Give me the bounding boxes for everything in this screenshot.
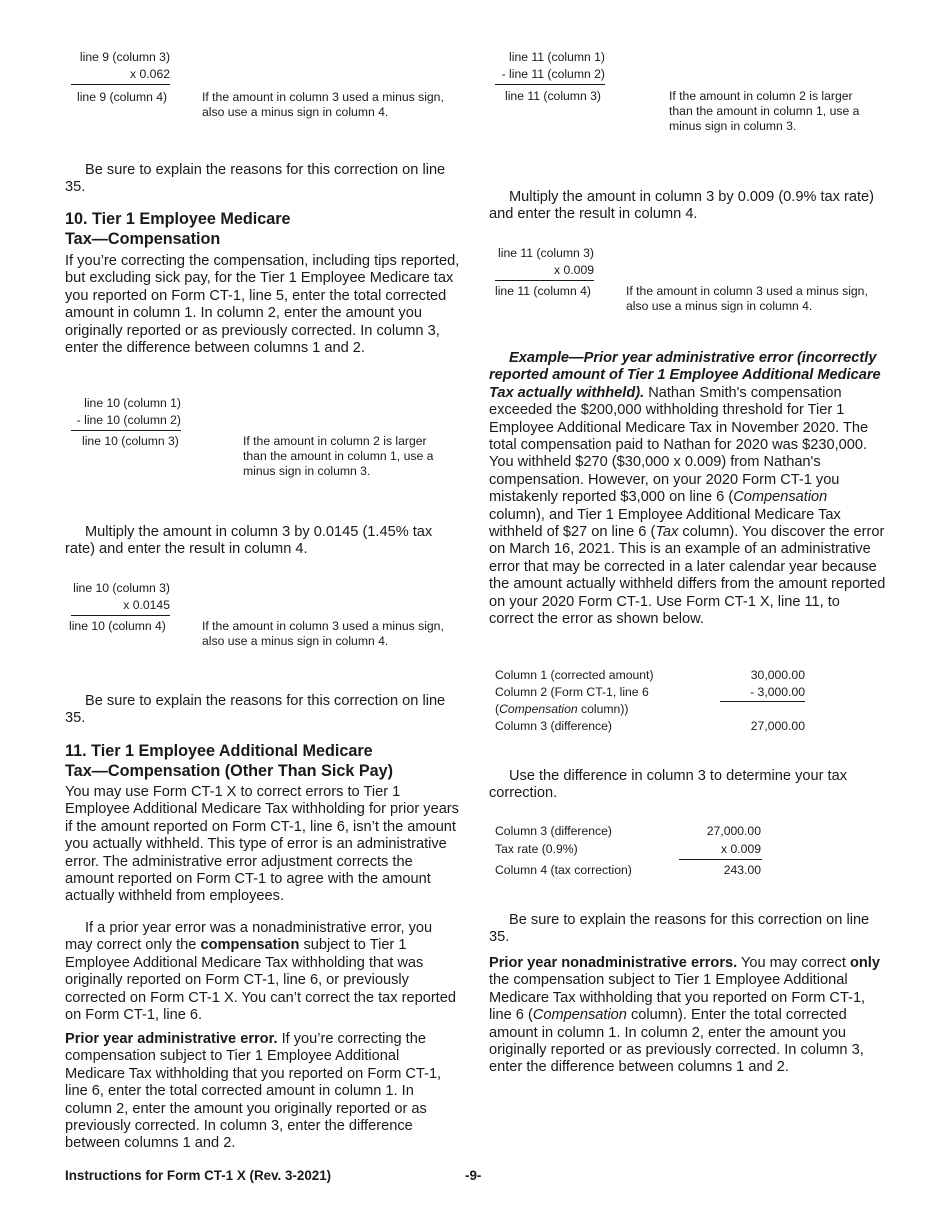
example-italic-1: Compensation [733, 489, 828, 506]
table2-row2-value: x 0.009 [721, 842, 761, 856]
calc-line9-result: line 9 (column 4) [77, 90, 168, 104]
example-italic-2: Tax [655, 524, 679, 541]
calc-line11-note: If the amount in column 2 is larger than the amount in column 1, use a minus sign in column 3. [669, 89, 860, 133]
calc-line11b-result: line 11 (column 4) [495, 284, 591, 298]
table2-row1-value: 27,000.00 [706, 824, 761, 838]
tax-correction-table [489, 824, 887, 884]
calc-line11-col3: line 11 (column 3) [505, 89, 601, 103]
table2-row2-label: Tax rate (0.9%) [495, 842, 578, 856]
calc-line11-tax [489, 246, 887, 316]
table1-row2-italic: Compensation [499, 702, 578, 716]
calc-line10b-operand: line 10 (column 3) [73, 581, 170, 595]
table1-row2-cont-text: column)) [577, 702, 629, 716]
para11b-bold: compensation [200, 937, 300, 954]
para11b-text-1: If a prior year error was a nonadministrative error, you may correct only the [65, 920, 433, 954]
calc-line11-col1: line 11 (column 1) [509, 50, 605, 64]
para11c-bold: Prior year administrative error. [65, 1031, 278, 1047]
calc-line10-col3: line 10 (column 3) [82, 434, 179, 448]
footer-title: Instructions for Form CT-1 X (Rev. 3-2021) [65, 1168, 332, 1183]
calc-line11b-note: If the amount in column 3 used a minus sign, also use a minus sign in column 4. [626, 284, 868, 313]
table1-row2-label: Column 2 (Form CT-1, line 6 [495, 685, 649, 699]
explain-paragraph-3: Be sure to explain the reasons for this correction on line 35. [489, 912, 870, 946]
calc-line10-col1: line 10 (column 1) [84, 396, 181, 410]
calc-line10-col2: - line 10 (column 2) [76, 413, 181, 427]
calc-line9 [65, 50, 463, 120]
section-11-heading-line2: Tax—Compensation (Other Than Sick Pay) [65, 762, 394, 780]
example-text-2: column), and Tier 1 Employee Additional Medicare Tax withheld of $27 on line 6 ( [489, 506, 841, 541]
calc-line10-rule [71, 430, 181, 431]
table2-row1-label: Column 3 (difference) [495, 824, 612, 838]
section-11-paragraph-a: You may use Form CT-1 X to correct errors to Tier 1 Employee Additional Medicare Tax withholding for prior years if the amount reported on Form CT-1, line 6, isn’t the amount you actually withheld. This type of error is an administrative error. The administrative error adjustment corrects the amount reported on Form CT-1 to agree with the amount actually withheld from employees. [65, 784, 459, 905]
calc-line10b-multiplier: x 0.0145 [123, 598, 170, 612]
table2-row3-label: Column 4 (tax correction) [495, 863, 632, 877]
section-11-paragraph-c [65, 1031, 463, 1153]
nonadmin-bold: Prior year nonadministrative errors. [489, 955, 738, 971]
calc-line9-operand: line 9 (column 3) [79, 50, 170, 64]
calc-line10-note: If the amount in column 2 is larger than the amount in column 1, use a minus sign in column 3. [243, 434, 434, 478]
use-difference-paragraph: Use the difference in column 3 to determine your tax correction. [489, 768, 848, 802]
table2-row3-value: 243.00 [723, 863, 761, 877]
calc-line11b-multiplier: x 0.009 [554, 263, 594, 277]
calc-line10b-result: line 10 (column 4) [69, 619, 166, 633]
table1-row2-value: - 3,000.00 [750, 685, 805, 699]
section-10-heading [65, 209, 463, 249]
table2-rule [679, 859, 762, 860]
section-10-heading-line2: Tax—Compensation [65, 230, 221, 248]
example-text-1: Nathan Smith's compensation exceeded the $200,000 withholding threshold for Tier 1 Employee Additional Medicare Tax in November 2020. The total compensation paid to Nathan for 2020 was $230,000. You withheld $270 ($30,000 x 0.009) from Nathan's compensation. However, on your 2020 Form CT-1 you mistakenly reported $3,000 on line 6 ( [489, 384, 869, 506]
page-number: -9- [465, 1168, 482, 1183]
calc-line11b-operand: line 11 (column 3) [498, 246, 594, 260]
example-text-3: column). You discover the error on March 16, 2021. This is an example of an administrative error that may be corrected in a later calendar year because the amount actually withheld differs from the amount reported on your 2020 Form CT-1. Use Form CT-1 X, line 11, to correct the error as shown below. [489, 524, 886, 628]
nonadmin-text-3: column). Enter the total corrected amount in column 1. In column 2, enter the amount you originally reported or as previously corrected. In column 3, enter the difference between columns 1 and 2. [489, 1007, 864, 1076]
calc-line10-tax [65, 581, 463, 651]
calc-line10b-note: If the amount in column 3 used a minus sign, also use a minus sign in column 4. [202, 619, 444, 648]
section-11-paragraph-b [65, 920, 463, 1024]
section-10-paragraph: If you’re correcting the compensation, including tips reported, but excluding sick pay, for the Tier 1 Employee Medicare tax you reported on Form CT-1, line 5, enter the total corrected amount in column 1. In column 2, enter the amount you originally reported or as previously corrected. In column 3, enter the difference between columns 1 and 2. [65, 253, 460, 357]
example-title: Example—Prior year administrative error (incorrectly reported amount of Tier 1 Employee Additional Medicare Tax actually withheld). [489, 350, 881, 401]
section-11-heading [65, 741, 463, 781]
table1-rule [720, 701, 805, 702]
calc-line10b-rule [71, 615, 170, 616]
example-paragraph [489, 350, 887, 629]
calc-line11-difference [489, 50, 887, 140]
section-11-heading-line1: 11. Tier 1 Employee Additional Medicare [65, 742, 373, 760]
calc-line11-rule [495, 84, 605, 85]
nonadmin-text-1: You may correct [737, 955, 850, 971]
nonadmin-italic: Compensation [532, 1007, 627, 1024]
correction-table [489, 668, 887, 738]
para11b-text-2: subject to Tier 1 Employee Additional Medicare Tax withholding that was originally reported on Form CT-1, line 6, or previously corrected on Form CT-1 X. You can’t correct the tax reported on Form CT-1, line 6. [65, 937, 456, 1024]
section-10-heading-line1: 10. Tier 1 Employee Medicare [65, 210, 291, 228]
explain-paragraph-1: Be sure to explain the reasons for this correction on line 35. [65, 162, 446, 196]
nonadmin-paragraph [489, 955, 887, 1077]
multiply-paragraph-11: Multiply the amount in column 3 by 0.009 (0.9% tax rate) and enter the result in column 4. [489, 189, 875, 223]
calc-line9-multiplier: x 0.062 [130, 67, 170, 81]
nonadmin-only: only [849, 955, 880, 971]
table1-row3-value: 27,000.00 [750, 719, 805, 733]
calc-line10-difference [65, 396, 463, 486]
table1-row3-label: Column 3 (difference) [495, 719, 612, 733]
table1-row2-label-cont: (Compensation column)) [495, 702, 629, 716]
para11c-text: If you’re correcting the compensation subject to Tier 1 Employee Additional Medicare Tax withholding that you reported on Form CT-1, line 6, enter the total corrected amount in column 1. In column 2, enter the amount you originally reported or as previously corrected. In column 3, enter the difference between columns 1 and 2. [65, 1031, 442, 1152]
calc-line9-note: If the amount in column 3 used a minus sign, also use a minus sign in column 4. [202, 90, 444, 119]
table1-row1-value: 30,000.00 [750, 668, 805, 682]
calc-line9-rule [71, 84, 170, 85]
calc-line11-col2: - line 11 (column 2) [501, 67, 605, 81]
nonadmin-text-2: the compensation subject to Tier 1 Employee Additional Medicare Tax withholding that you reported on Form CT-1, line 6 ( [489, 972, 866, 1024]
explain-paragraph-2: Be sure to explain the reasons for this correction on line 35. [65, 693, 446, 727]
calc-line11b-rule [495, 280, 594, 281]
multiply-paragraph-10: Multiply the amount in column 3 by 0.0145 (1.45% tax rate) and enter the result in column 4. [65, 524, 433, 558]
table1-row1-label: Column 1 (corrected amount) [495, 668, 654, 682]
